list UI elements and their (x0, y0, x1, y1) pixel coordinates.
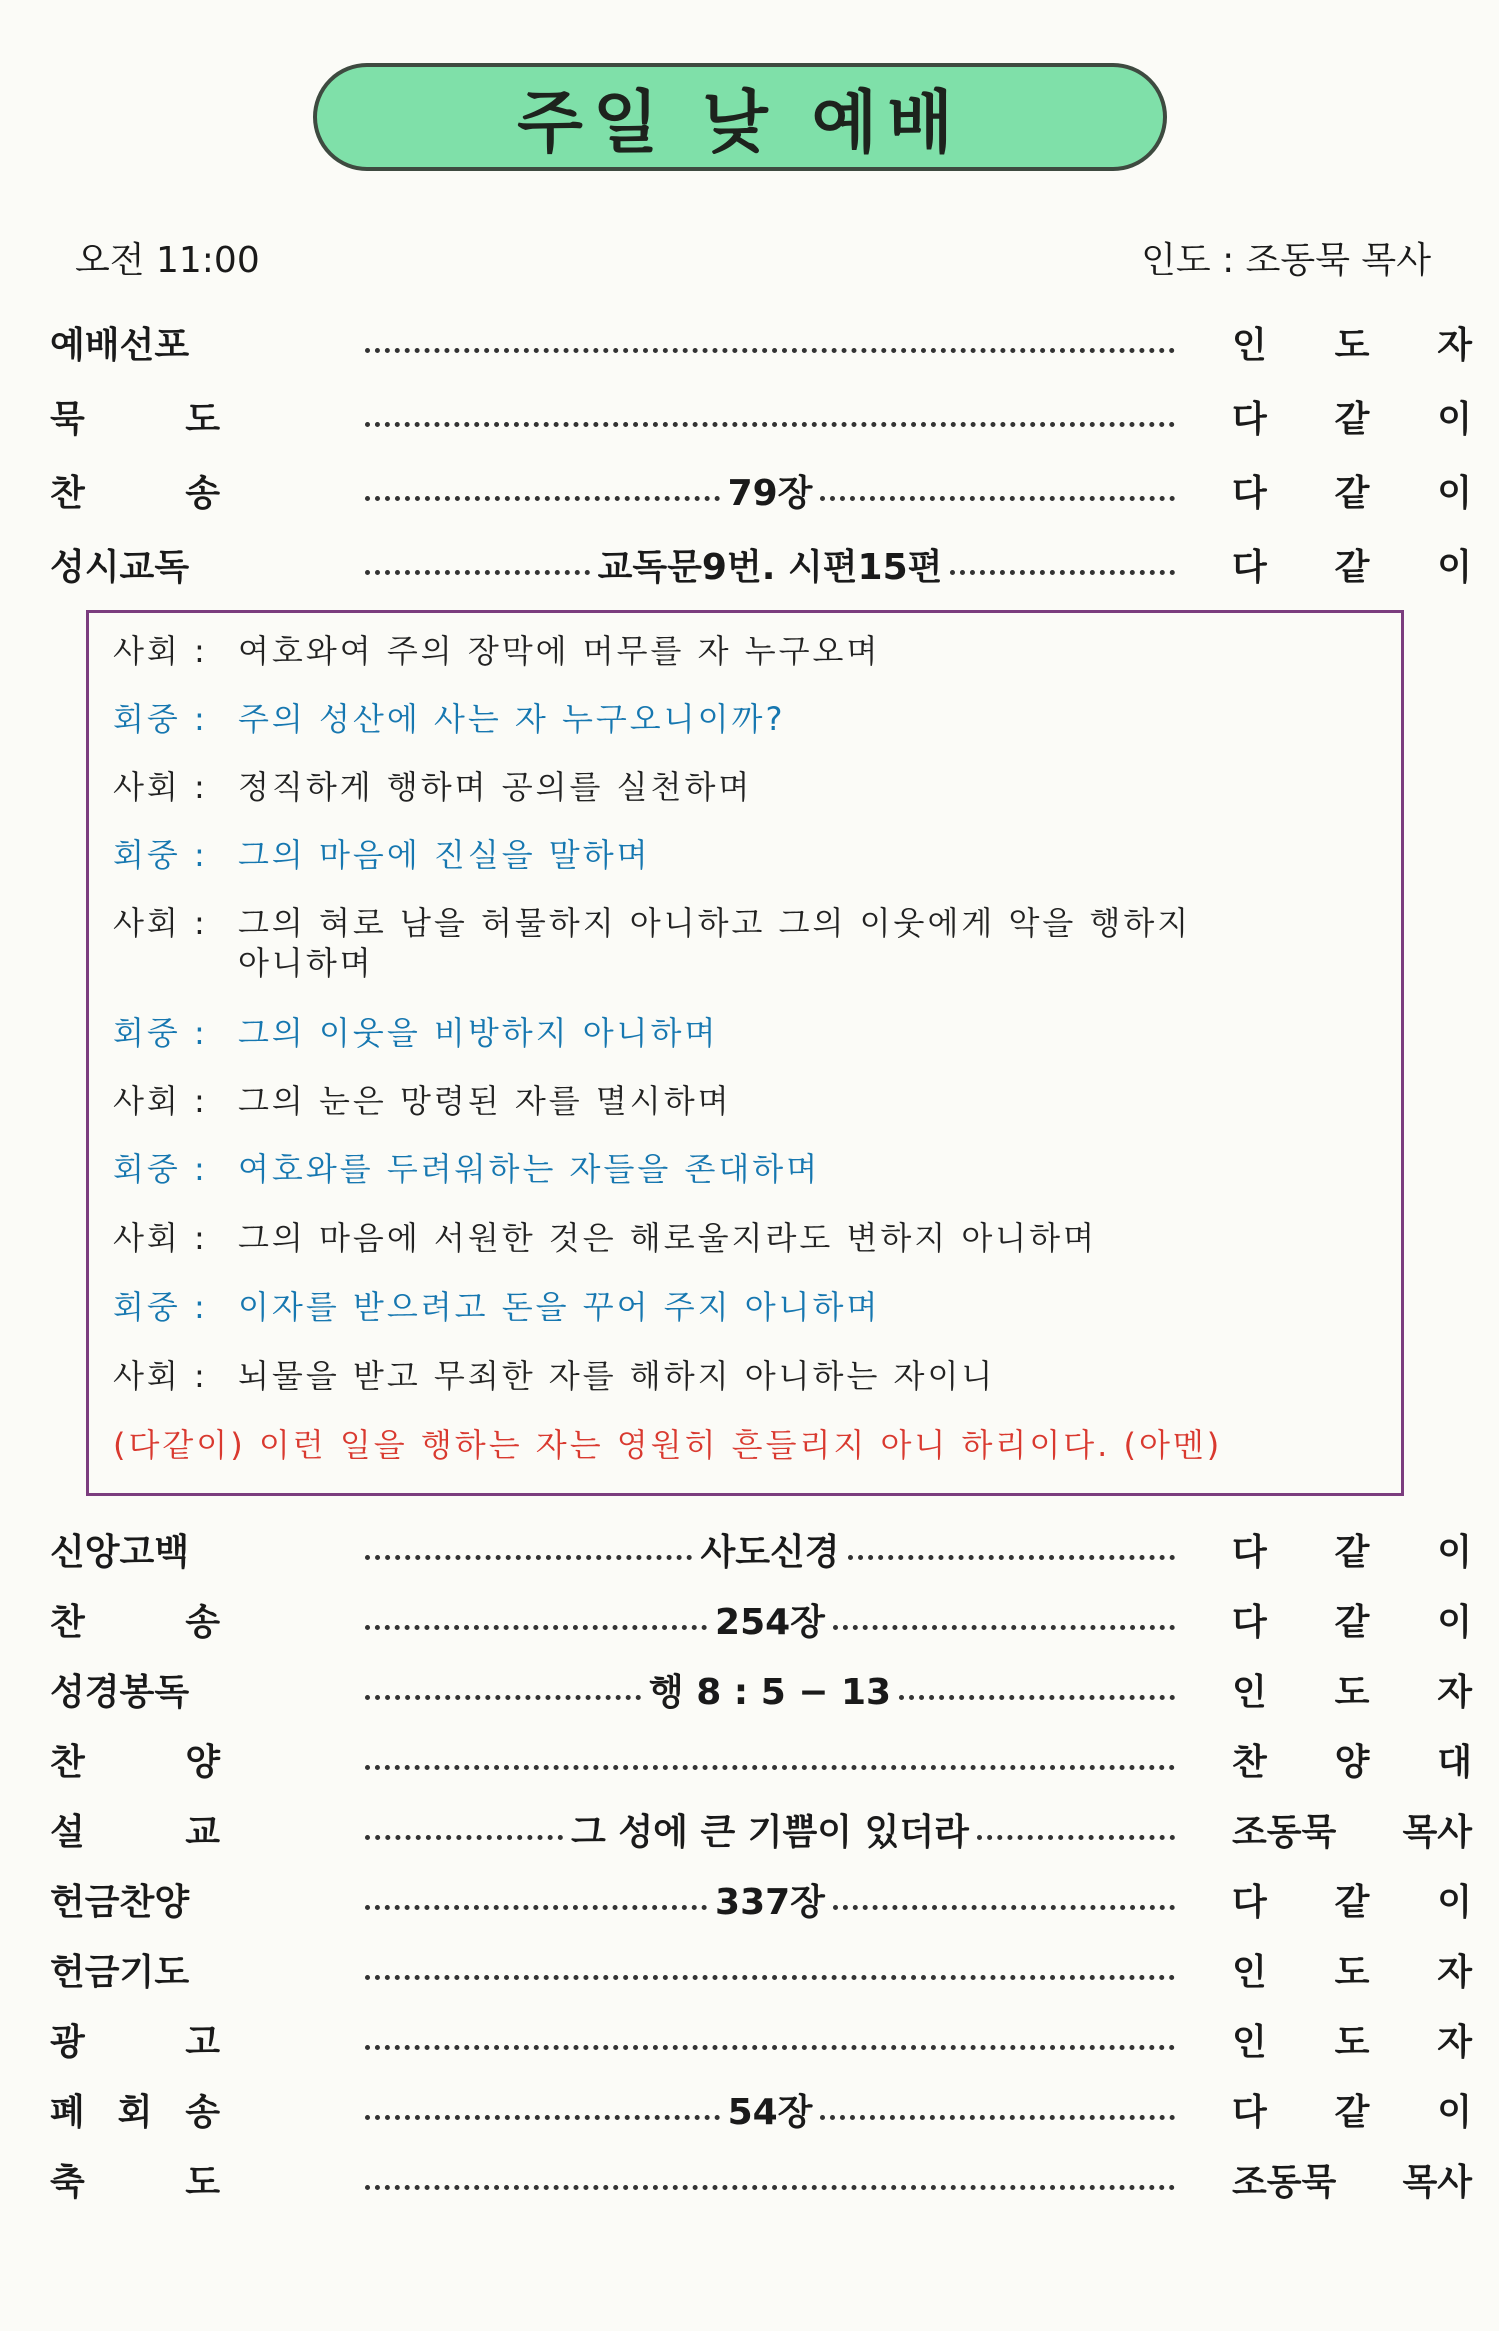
order-label: 묵 도 (50, 399, 220, 440)
order-label: 헌금찬양 (50, 1882, 190, 1923)
order-item (50, 391, 1472, 451)
litany-line (113, 767, 752, 807)
litany-speaker: 회중 : (113, 1014, 208, 1052)
order-performer: 인 도 자 (1232, 1672, 1472, 1713)
order-item (50, 2154, 1472, 2214)
litany-line (113, 1425, 1222, 1465)
litany-speaker: 사회 : (113, 768, 208, 806)
order-content: 79장 (727, 472, 813, 514)
litany-text: 그의 마음에 진실을 말하며 (238, 836, 651, 874)
order-label: 찬 송 (50, 1602, 220, 1643)
litany-speaker: 회중 : (113, 1150, 208, 1188)
order-performer: 다 같 이 (1232, 2092, 1472, 2133)
order-performer: 인 도 자 (1232, 2022, 1472, 2063)
order-label: 축 도 (50, 2162, 220, 2203)
order-item (50, 1874, 1472, 1934)
litany-speaker: 회중 : (113, 836, 208, 874)
order-content: 337장 (715, 1881, 825, 1923)
litany-line (113, 835, 651, 875)
litany-text: 그의 혀로 남을 허물하지 아니하고 그의 이웃에게 악을 행하지 (238, 904, 1192, 942)
litany-text: 그의 이웃을 비방하지 아니하며 (238, 1014, 719, 1052)
litany-text: 주의 성산에 사는 자 누구오니이까? (238, 700, 786, 738)
order-performer: 조동묵 목사 (1232, 1812, 1472, 1853)
dot-leader (365, 2014, 1175, 2064)
order-label: 성시교독 (50, 547, 190, 588)
order-label: 설 교 (50, 1812, 220, 1853)
order-performer: 다 같 이 (1232, 1602, 1472, 1643)
litany-text: 그의 눈은 망령된 자를 멸시하며 (238, 1082, 732, 1120)
dot-leader (365, 391, 1175, 441)
responsive-reading-box (86, 610, 1404, 1496)
order-performer: 인 도 자 (1232, 1952, 1472, 1993)
litany-speaker: 회중 : (113, 1288, 208, 1326)
order-label: 헌금기도 (50, 1952, 190, 1993)
order-item (50, 1944, 1472, 2004)
order-label: 신앙고백 (50, 1532, 190, 1573)
litany-line (113, 903, 1191, 983)
order-label: 예배선포 (50, 325, 190, 366)
order-item (50, 317, 1472, 377)
order-label: 찬 양 (50, 1742, 220, 1783)
service-time: 오전 11:00 (75, 240, 260, 281)
order-item (50, 1804, 1472, 1864)
order-item (50, 465, 1472, 525)
dot-leader (365, 1524, 1175, 1574)
order-item (50, 1594, 1472, 1654)
order-performer: 다 같 이 (1232, 1532, 1472, 1573)
order-performer: 다 같 이 (1232, 547, 1472, 588)
order-item (50, 2014, 1472, 2074)
dot-leader (365, 317, 1175, 367)
dot-leader (365, 1804, 1175, 1854)
order-content: 254장 (715, 1601, 825, 1643)
order-item (50, 1664, 1472, 1724)
order-performer: 다 같 이 (1232, 473, 1472, 514)
order-content: 54장 (727, 2091, 813, 2133)
order-performer: 다 같 이 (1232, 1882, 1472, 1923)
order-label: 광 고 (50, 2022, 220, 2063)
order-item (50, 539, 1472, 599)
page-title-banner (313, 63, 1167, 171)
litany-text: 여호와를 두려워하는 자들을 존대하며 (238, 1150, 821, 1188)
order-performer: 조동묵 목사 (1232, 2162, 1472, 2203)
order-performer: 찬 양 대 (1232, 1742, 1472, 1783)
dot-leader (365, 1944, 1175, 1994)
order-item (50, 1734, 1472, 1794)
dot-leader (365, 539, 1175, 589)
litany-speaker: 사회 : (113, 1357, 208, 1395)
litany-speaker: 사회 : (113, 632, 208, 670)
litany-line (113, 1218, 1097, 1258)
page-title: 주일 낮 예배 (517, 83, 963, 163)
dot-leader (365, 465, 1175, 515)
dot-leader (365, 1874, 1175, 1924)
litany-text: 정직하게 행하며 공의를 실천하며 (238, 768, 753, 806)
litany-speaker: 회중 : (113, 700, 208, 738)
litany-line (113, 699, 785, 739)
litany-speaker: 사회 : (113, 1082, 208, 1120)
litany-text: (다같이) 이런 일을 행하는 자는 영원히 흔들리지 아니 하리이다. (아멘) (113, 1426, 1223, 1464)
dot-leader (365, 2154, 1175, 2204)
litany-text: 이자를 받으려고 돈을 꾸어 주지 아니하며 (238, 1288, 881, 1326)
litany-text: 그의 마음에 서원한 것은 해로울지라도 변하지 아니하며 (238, 1219, 1098, 1257)
order-performer: 다 같 이 (1232, 399, 1472, 440)
litany-text-continued: 아니하며 (238, 944, 374, 982)
order-content: 교독문9번. 시편15편 (597, 546, 943, 588)
litany-speaker: 사회 : (113, 1219, 208, 1257)
order-content: 행 8 : 5 − 13 (648, 1671, 892, 1713)
litany-text: 뇌물을 받고 무죄한 자를 해하지 아니하는 자이니 (238, 1357, 996, 1395)
litany-text: 여호와여 주의 장막에 머무를 자 누구오며 (238, 632, 881, 670)
dot-leader (365, 1594, 1175, 1644)
order-label: 성경봉독 (50, 1672, 190, 1713)
order-content: 사도신경 (700, 1531, 840, 1573)
litany-line (113, 1081, 732, 1121)
litany-line (113, 1356, 995, 1396)
order-label: 찬 송 (50, 473, 220, 514)
dot-leader (365, 1664, 1175, 1714)
order-performer: 인 도 자 (1232, 325, 1472, 366)
service-leader: 인도 : 조동묵 목사 (1141, 240, 1431, 281)
dot-leader (365, 1734, 1175, 1784)
litany-line (113, 1013, 718, 1053)
order-content: 그 성에 큰 기쁨이 있더라 (571, 1811, 969, 1853)
dot-leader (365, 2084, 1175, 2134)
litany-line (113, 631, 880, 671)
litany-speaker: 사회 : (113, 904, 208, 942)
order-item (50, 2084, 1472, 2144)
order-label: 폐 회 송 (50, 2092, 220, 2133)
litany-line (113, 1287, 880, 1327)
order-item (50, 1524, 1472, 1584)
litany-line (113, 1149, 820, 1189)
